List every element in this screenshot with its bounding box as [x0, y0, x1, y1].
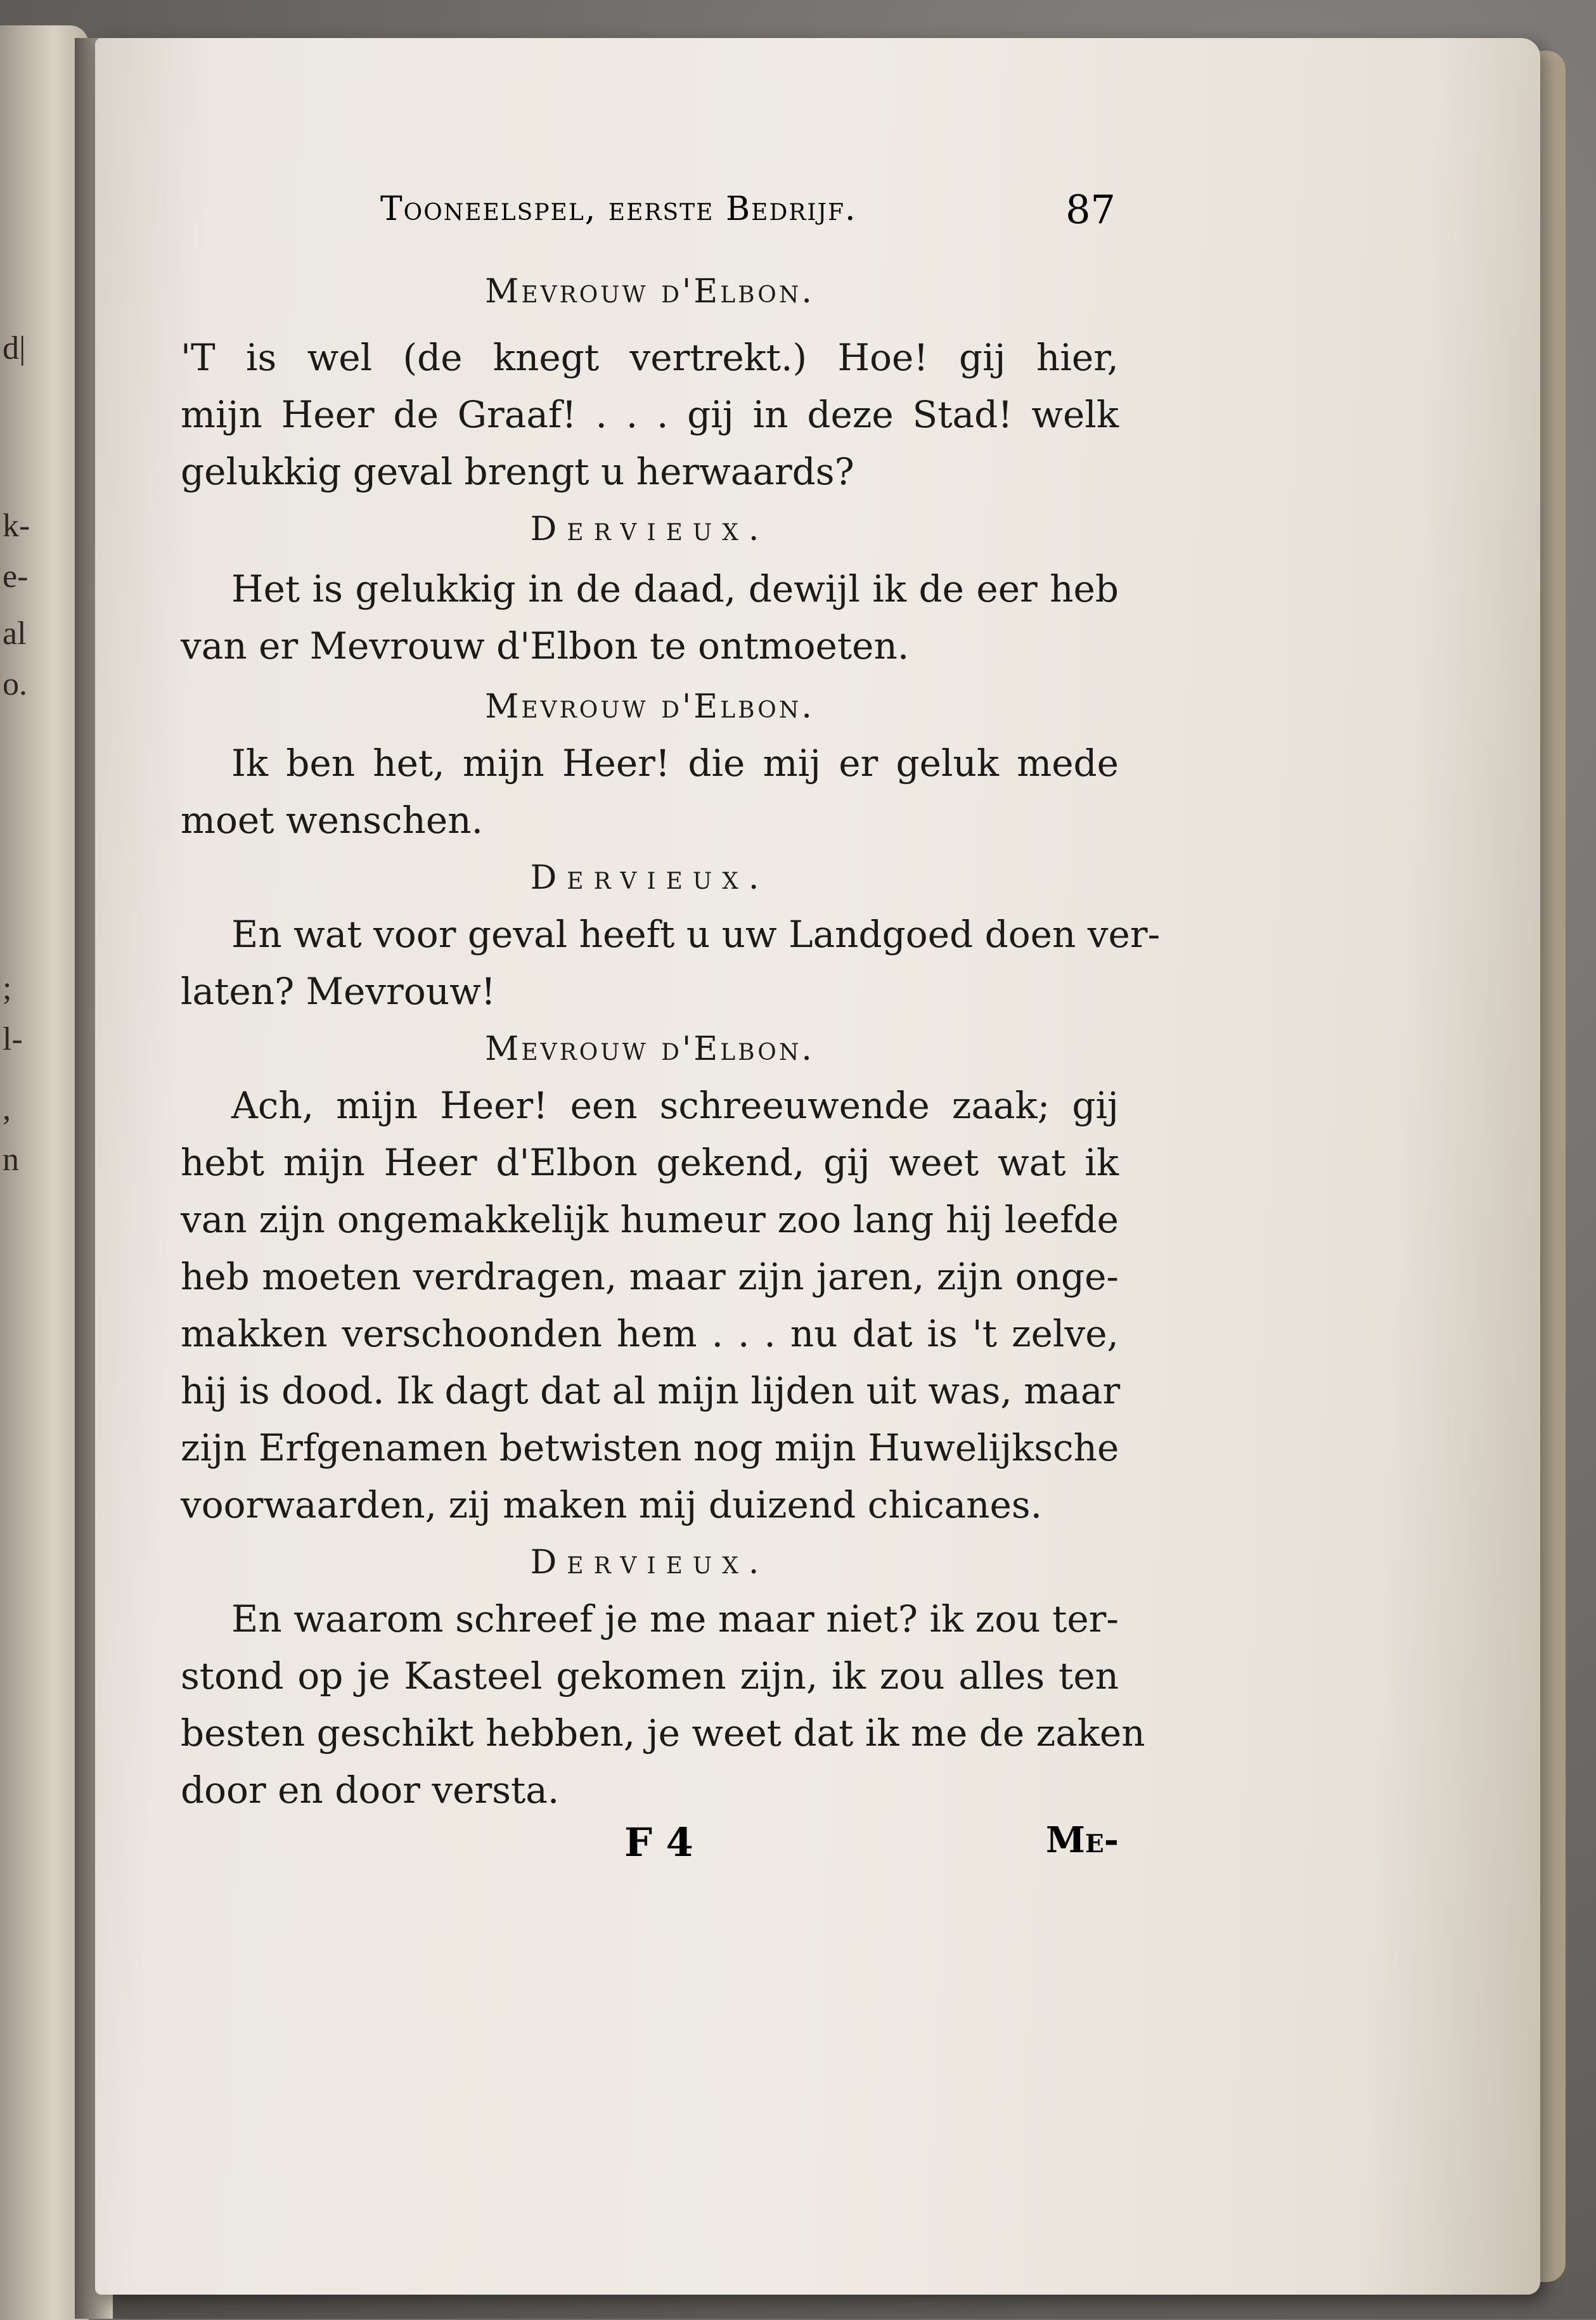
speaker-heading: Dervieux.	[530, 1543, 769, 1582]
text-line: Ik ben het, mijn Heer! die mij er geluk mede	[231, 742, 1119, 785]
text-line: 'T is wel (de knegt vertrekt.) Hoe! gij hier,	[181, 336, 1119, 379]
text-line: voorwaarden, zij maken mij duizend chicanes.	[181, 1483, 1043, 1526]
text-line: moet wenschen.	[181, 799, 484, 842]
facing-page-fragment: l-	[3, 1021, 23, 1057]
facing-page-fragment: n	[3, 1142, 19, 1178]
speaker-heading: Dervieux.	[530, 859, 769, 897]
text-line: mijn Heer de Graaf! . . . gij in deze Stad! welk	[181, 393, 1119, 436]
text-line: laten? Mevrouw!	[181, 970, 496, 1013]
text-line: hij is dood. Ik dagt dat al mijn lijden uit was, maar	[181, 1369, 1121, 1412]
text-line: zijn Erfgenamen betwisten nog mijn Huwelijksche	[181, 1426, 1119, 1469]
text-line: van zijn ongemakkelijk humeur zoo lang hij leefde	[181, 1198, 1119, 1241]
facing-page-fragment: ;	[3, 970, 12, 1007]
facing-page-fragment: o.	[3, 666, 27, 702]
text-line: En wat voor geval heeft u uw Landgoed doen ver-	[231, 913, 1161, 956]
page-footer	[181, 1819, 1119, 1870]
text-line: stond op je Kasteel gekomen zijn, ik zou alles ten	[181, 1654, 1119, 1698]
facing-page-fragment: al	[3, 615, 27, 652]
text-line: makken verschoonden hem . . . nu dat is 't zelve,	[181, 1312, 1119, 1355]
facing-page-fragment: ,	[3, 1091, 11, 1127]
facing-page-fragment: k-	[3, 508, 30, 544]
catchword: Me-	[1046, 1819, 1119, 1861]
signature-mark: F 4	[624, 1819, 693, 1866]
facing-page-fragment: e-	[3, 558, 29, 595]
running-head-title: Tooneelspel, eerste Bedrijf.	[380, 190, 857, 228]
text-line: heb moeten verdragen, maar zijn jaren, zijn onge-	[181, 1255, 1119, 1298]
text-line: En waarom schreef je me maar niet? ik zou ter-	[231, 1597, 1119, 1640]
facing-page-fragment: d|	[3, 330, 26, 366]
speaker-heading: Mevrouw d'Elbon.	[485, 1030, 814, 1068]
speaker-heading: Mevrouw d'Elbon.	[485, 273, 814, 311]
text-line: Het is gelukkig in de daad, dewijl ik de eer heb	[231, 567, 1119, 610]
text-line: Ach, mijn Heer! een schreeuwende zaak; gij	[231, 1084, 1119, 1127]
page-number: 87	[1065, 186, 1116, 233]
speaker-heading: Dervieux.	[530, 510, 769, 548]
text-line: door en door versta.	[181, 1769, 560, 1812]
speaker-heading: Mevrouw d'Elbon.	[485, 688, 814, 726]
text-line: hebt mijn Heer d'Elbon gekend, gij weet wat ik	[181, 1141, 1119, 1184]
text-line: besten geschikt hebben, je weet dat ik me de zaken	[181, 1711, 1145, 1755]
text-line: gelukkig geval brengt u herwaards?	[181, 450, 854, 493]
running-head	[380, 186, 1116, 247]
text-line: van er Mevrouw d'Elbon te ontmoeten.	[181, 624, 910, 667]
